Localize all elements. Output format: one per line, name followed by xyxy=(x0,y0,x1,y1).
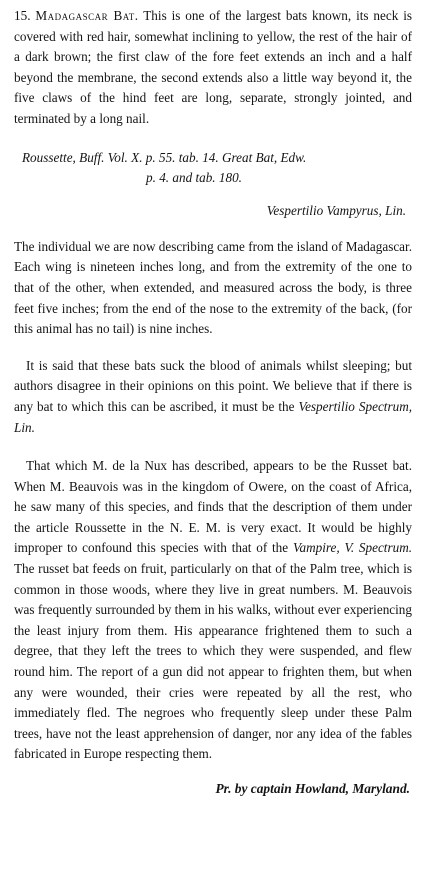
russet-text-2: The russet bat feeds on fruit, particularly on that of the Palm tree, which is common in those woods, where they live in great numbers. M. Beauvois was frequently surrounded by them in his walks, without ever experiencing the least injury from them. His appearance frightened them to such a degree, that they left the trees to which they were suspended, and flew round him. The report of a gun did not appear to frighten them, but when any were wounded, their cries were repeated by all the rest, who immediately fled. The negroes who frequently sleep under these Palm trees, have not the least apprehension of danger, nor any idea of the fables fabricated in Europe respecting them. xyxy=(14,561,412,762)
reference-line-1: Roussette, Buff. Vol. X. p. 55. tab. 14. Great Bat, Edw. xyxy=(22,149,307,165)
paragraph-description xyxy=(14,6,412,130)
paragraph-russet-bat xyxy=(14,456,412,765)
scientific-name: Vespertilio Vampyrus, Lin. xyxy=(266,202,406,218)
paragraph-measurements: The individual we are now describing came from the island of Madagascar. Each wing is nineteen inches long, and from the extremity of the one to that of the other, when extended, and measured across the body, is three feet five inches; from the end of the nose to the extremity of the back, (for this animal has no tail) is nine inches. xyxy=(14,238,412,337)
paragraph-blood xyxy=(14,356,412,438)
blood-text: It is said that these bats suck the blood of animals whilst sleeping; but authors disagree in their opinions on this point. We believe that if there is any bat to which this can be ascribed, it must be the xyxy=(14,357,412,414)
book-page xyxy=(14,6,412,799)
description-text: This is one of the largest bats known, its neck is covered with red hair, somewhat inclining to yellow, the rest of the hair of a dark brown; the first claw of the fore feet extends an inch and a half beyond the membrane, the second extends also a little way beyond it, the five claws of the hind feet are long, separate, strongly jointed, and terminated by a long nail. xyxy=(14,8,412,126)
synonymy-reference xyxy=(22,148,412,189)
russet-species-name: Vampire, V. Spectrum. xyxy=(292,540,413,556)
entry-title: Madagascar Bat. xyxy=(35,8,139,23)
entry-number: 15. xyxy=(14,8,31,23)
russet-text-1: That which M. de la Nux has described, appears to be the Russet bat. When M. Beauvois was in the kingdom of Owere, on the coast of Africa, he saw many of this species, and finds that the description of them under the article Roussette in the N. E. M. is very exact. It would be highly improper to confound this species with that of the xyxy=(14,458,412,556)
reference-line-2: p. 4. and tab. 180. xyxy=(146,170,242,186)
blood-species-name: Vespertilio Spectrum, Lin. xyxy=(14,398,413,435)
signature-line: Pr. by captain Howland, Maryland. xyxy=(215,781,410,796)
